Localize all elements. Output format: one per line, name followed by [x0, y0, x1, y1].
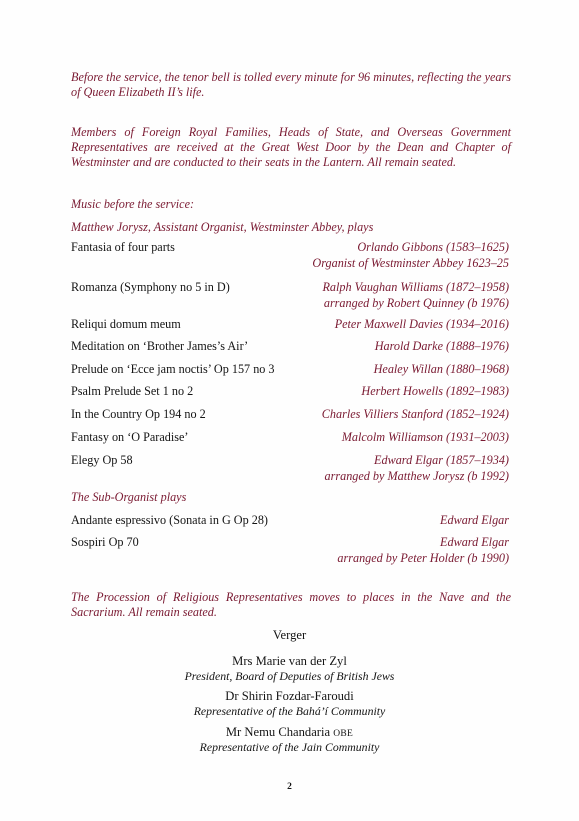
list-item: [71, 384, 509, 400]
piece-composer: Charles Villiers Stanford (1852–1924): [321, 407, 509, 421]
page-number: 2: [287, 782, 292, 792]
piece-title: Reliqui domum meum: [71, 317, 181, 331]
piece-composer: Peter Maxwell Davies (1934–2016): [334, 317, 509, 331]
piece-note: arranged by Robert Quinney (b 1976): [323, 296, 509, 310]
piece-title: In the Country Op 194 no 2: [71, 407, 206, 421]
list-item: [71, 453, 509, 483]
piece-note: Organist of Westminster Abbey 1623–25: [312, 256, 509, 270]
piece-title: Andante espressivo (Sonata in G Op 28): [71, 513, 268, 527]
arrival-note: Members of Foreign Royal Families, Heads of State, and Overseas Government Representatives are received at the Great West Door by the Dean and Chapter of Westminster and are conducted to their seats in the Lantern. All remain seated.: [71, 125, 511, 169]
sub-organist-line: The Sub-Organist plays: [71, 490, 187, 504]
representative-role: Representative of the Bahá’í Community: [193, 704, 386, 718]
piece-note: arranged by Peter Holder (b 1990): [337, 551, 509, 565]
piece-title: Meditation on ‘Brother James’s Air’: [71, 339, 249, 353]
representative-role: President, Board of Deputies of British Jews: [184, 669, 395, 683]
list-item: [71, 430, 509, 446]
piece-title: Fantasy on ‘O Paradise’: [71, 430, 189, 444]
verger-label: Verger: [272, 628, 307, 642]
list-item: [71, 535, 509, 565]
piece-composer: Orlando Gibbons (1583–1625): [357, 240, 509, 254]
list-item: [71, 280, 509, 310]
representative-name: Mrs Marie van der Zyl: [232, 654, 347, 668]
piece-composer: Edward Elgar (1857–1934): [374, 453, 509, 467]
piece-composer: Edward Elgar: [440, 513, 509, 527]
representative-role: Representative of the Jain Community: [199, 740, 380, 754]
list-item: [71, 362, 509, 378]
list-item: [71, 513, 509, 529]
representative-name: Dr Shirin Fozdar-Faroudi: [225, 689, 354, 703]
piece-note: arranged by Matthew Jorysz (b 1992): [324, 469, 509, 483]
list-item: [71, 317, 509, 333]
piece-composer: Malcolm Williamson (1931–2003): [341, 430, 509, 444]
piece-title: Fantasia of four parts: [71, 240, 175, 254]
piece-composer: Edward Elgar: [440, 535, 509, 549]
piece-title: Prelude on ‘Ecce jam noctis’ Op 157 no 3: [71, 362, 275, 376]
piece-title: Romanza (Symphony no 5 in D): [71, 280, 230, 294]
procession-note: The Procession of Religious Representatives moves to places in the Nave and the Sacrarium. All remain seated.: [71, 590, 511, 619]
list-item: [71, 240, 509, 270]
piece-composer: Ralph Vaughan Williams (1872–1958): [322, 280, 509, 294]
piece-title: Psalm Prelude Set 1 no 2: [71, 384, 194, 398]
piece-composer: Healey Willan (1880–1968): [373, 362, 509, 376]
piece-title: Elegy Op 58: [71, 453, 133, 467]
honour-postnominal: OBE: [333, 729, 354, 739]
music-heading: Music before the service:: [71, 197, 195, 211]
piece-title: Sospiri Op 70: [71, 535, 139, 549]
representative-name: Mr Nemu Chandaria OBE: [225, 725, 354, 739]
piece-composer: Harold Darke (1888–1976): [374, 339, 509, 353]
piece-composer: Herbert Howells (1892–1983): [361, 384, 509, 398]
intro-note: Before the service, the tenor bell is tolled every minute for 96 minutes, reflecting the years of Queen Elizabeth II’s life.: [71, 70, 511, 99]
organist-line: Matthew Jorysz, Assistant Organist, Westminster Abbey, plays: [71, 220, 374, 234]
list-item: [71, 407, 509, 423]
list-item: [71, 339, 509, 355]
